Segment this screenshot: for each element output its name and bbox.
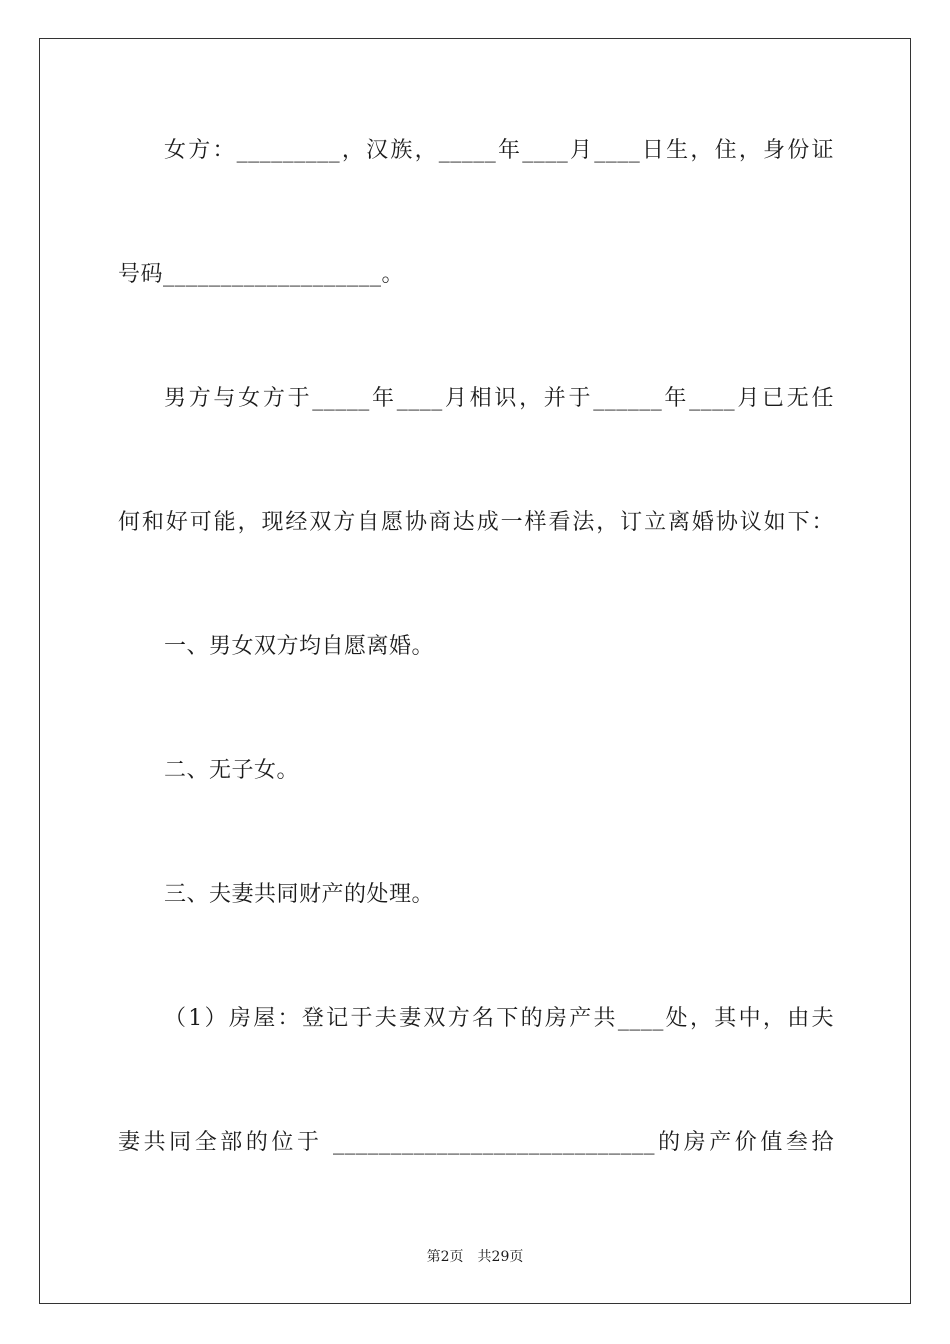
page-border bbox=[39, 38, 911, 1304]
paragraph-line-acquaintance: 男方与女方于_____年____月相识，并于______年____月已无任 bbox=[164, 386, 834, 411]
clause-three: 三、夫妻共同财产的处理。 bbox=[164, 882, 435, 907]
clause-two: 二、无子女。 bbox=[164, 758, 300, 783]
paragraph-line-female-info: 女方：_________，汉族，_____年____月____日生，住，身份证 bbox=[164, 138, 834, 163]
paragraph-line-id-number: 号码___________________。 bbox=[118, 262, 405, 287]
clause-three-housing-continued: 妻共同全部的位于 ____________________________的房产价值叁拾 bbox=[118, 1130, 834, 1155]
clause-one: 一、男女双方均自愿离婚。 bbox=[164, 634, 435, 659]
clause-three-housing: （1）房屋：登记于夫妻双方名下的房产共____处，其中，由夫 bbox=[164, 1006, 834, 1031]
page-number-footer: 第2页 共29页 bbox=[426, 1249, 524, 1265]
paragraph-line-agreement-intro: 何和好可能，现经双方自愿协商达成一样看法，订立离婚协议如下： bbox=[118, 510, 834, 535]
